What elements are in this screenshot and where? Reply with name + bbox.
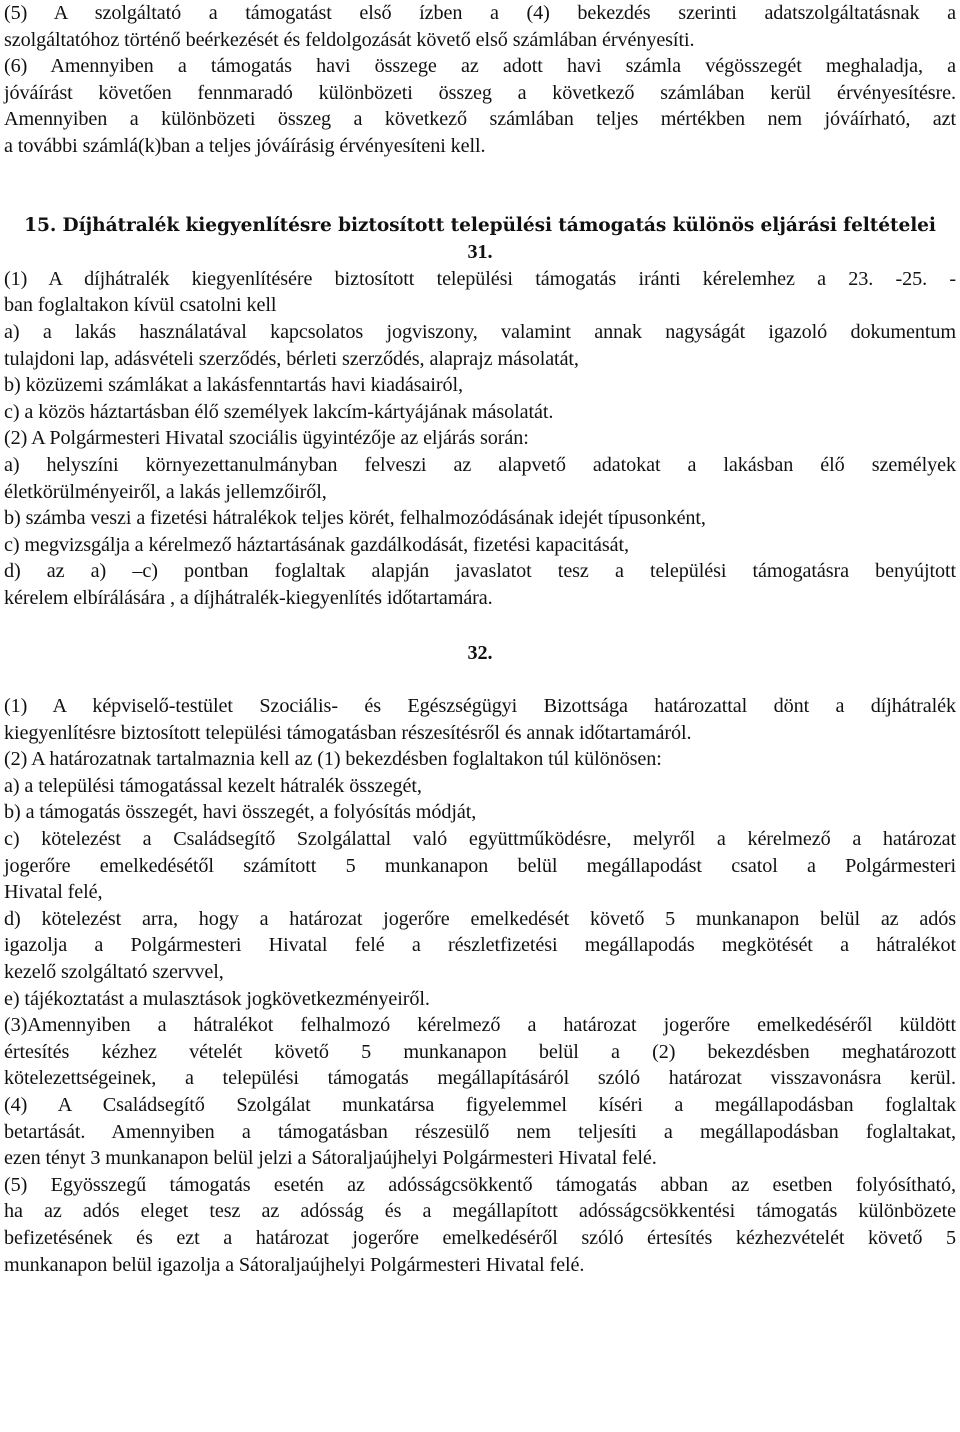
paragraph-line: b) közüzemi számlákat a lakásfenntartás havi kiadásairól, [4, 374, 463, 397]
paragraph-line: (1) A képviselő-testület Szociális- és Egészségügyi Bizottsága határozattal dönt a díjhátralék [4, 695, 956, 718]
paragraph-line: kötelezettségeinek, a települési támogatás megállapításáról szóló határozat visszavonásra kerül. [4, 1067, 956, 1090]
paragraph-line: szolgáltatóhoz történő beérkezését és feldolgozását követő első számlában érvényesíti. [4, 28, 695, 51]
paragraph-line: (2) A határozatnak tartalmaznia kell az (1) bekezdésben foglaltakon túl különösen: [4, 748, 662, 771]
paragraph-line: (6) Amennyiben a támogatás havi összege az adott havi számla végösszegét meghaladja, a [4, 55, 956, 78]
paragraph-line: ha az adós eleget tesz az adósság és a megállapított adósságcsökkentési támogatás különbözete [4, 1200, 956, 1223]
paragraph-line: Amennyiben a különbözeti összeg a következő számlában teljes mértékben nem jóváírható, azt [4, 108, 956, 131]
paragraph-line: jóváírást követően fennmaradó különbözeti összeg a következő számlában kerül érvényesítésre. [4, 81, 956, 104]
paragraph-line: a további számlá(k)ban a teljes jóváírásig érvényesíteni kell. [4, 134, 486, 157]
paragraph-line: (1) A díjhátralék kiegyenlítésére biztosított települési támogatás iránti kérelemhez a 23. -25. - [4, 267, 956, 290]
paragraph-line: életkörülményeiről, a lakás jellemzőiről, [4, 480, 327, 503]
paragraph-line: a) helyszíni környezettanulmányban felveszi az alapvető adatokat a lakásban élő személyek [4, 453, 956, 476]
paragraph-line: értesítés kézhez vételét követő 5 munkanapon belül a (2) bekezdésben meghatározott [4, 1040, 956, 1063]
paragraph-line: igazolja a Polgármesteri Hivatal felé a részletfizetési megállapodás megkötését a hátralékot [4, 934, 956, 957]
paragraph-line: c) megvizsgálja a kérelmező háztartásának gazdálkodását, fizetési kapacitását, [4, 533, 629, 556]
paragraph-line: kiegyenlítésre biztosított települési támogatásban részesítésről és annak időtartamáról. [4, 721, 692, 744]
paragraph-line: jogerőre emelkedésétől számított 5 munkanapon belül megállapodást csatol a Polgármesteri [4, 854, 956, 877]
paragraph-line: (4) A Családsegítő Szolgálat munkatársa figyelemmel kíséri a megállapodásban foglaltak [4, 1093, 956, 1116]
spacer [4, 160, 956, 213]
paragraph-line: b) számba veszi a fizetési hátralékok teljes körét, felhalmozódásának idejét típusonként, [4, 507, 706, 530]
paragraph-line: Hivatal felé, [4, 881, 103, 904]
section-number: 32. [467, 642, 493, 665]
paragraph-line: d) kötelezést arra, hogy a határozat jogerőre emelkedését követő 5 munkanapon belül az adós [4, 907, 956, 930]
paragraph-line: (5) Egyösszegű támogatás esetén az adósságcsökkentő támogatás abban az esetben folyósítható, [4, 1173, 956, 1196]
paragraph-line: betartását. Amennyiben a támogatásban részesülő nem teljesíti a megállapodásban foglaltakat, [4, 1120, 956, 1143]
paragraph-line: (5) A szolgáltató a támogatást első ízben a (4) bekezdés szerinti adatszolgáltatásnak a [4, 2, 956, 24]
paragraph-line: d) az a) –c) pontban foglaltak alapján javaslatot tesz a települési támogatásra benyújtott [4, 560, 956, 583]
paragraph-line: c) a közös háztartásban élő személyek lakcím-kártyájának másolatát. [4, 400, 554, 423]
paragraph-line: a) a települési támogatással kezelt hátralék összegét, [4, 774, 422, 797]
section-number: 31. [467, 241, 493, 264]
paragraph-line: (3)Amennyiben a hátralékot felhalmozó kérelmező a határozat jogerőre emelkedéséről küldött [4, 1014, 956, 1037]
paragraph-line: (2) A Polgármesteri Hivatal szociális ügyintézője az eljárás során: [4, 427, 529, 450]
paragraph-line: ban foglaltakon kívül csatolni kell [4, 294, 277, 317]
paragraph-line: ezen tényt 3 munkanapon belül jelzi a Sátoraljaújhelyi Polgármesteri Hivatal felé. [4, 1147, 657, 1170]
paragraph-line: befizetésének és ezt a határozat jogerőre emelkedéséről szóló értesítés kézhezvételét követő 5 [4, 1226, 956, 1249]
paragraph-line: kérelem elbírálására , a díjhátralék-kiegyenlítés időtartamára. [4, 586, 493, 609]
paragraph-line: e) tájékoztatást a mulasztások jogkövetkezményeiről. [4, 987, 430, 1010]
chapter-heading: 15. Díjhátralék kiegyenlítésre biztosított települési támogatás különös eljárási feltételei [24, 214, 936, 236]
spacer [4, 611, 956, 640]
paragraph-line: tulajdoni lap, adásvételi szerződés, bérleti szerződés, alaprajz másolatát, [4, 347, 579, 370]
document-page [4, 0, 956, 1278]
paragraph-line: kezelő szolgáltató szervvel, [4, 961, 224, 983]
paragraph-line: c) kötelezést a Családsegítő Szolgálattal való együttműködésre, melyről a kérelmező a határozat [4, 828, 956, 851]
paragraph-line: a) a lakás használatával kapcsolatos jogviszony, valamint annak nagyságát igazoló dokumentum [4, 320, 956, 343]
paragraph-line: b) a támogatás összegét, havi összegét, a folyósítás módját, [4, 801, 477, 824]
spacer [4, 667, 956, 693]
paragraph-line: munkanapon belül igazolja a Sátoraljaújhelyi Polgármesteri Hivatal felé. [4, 1253, 585, 1276]
